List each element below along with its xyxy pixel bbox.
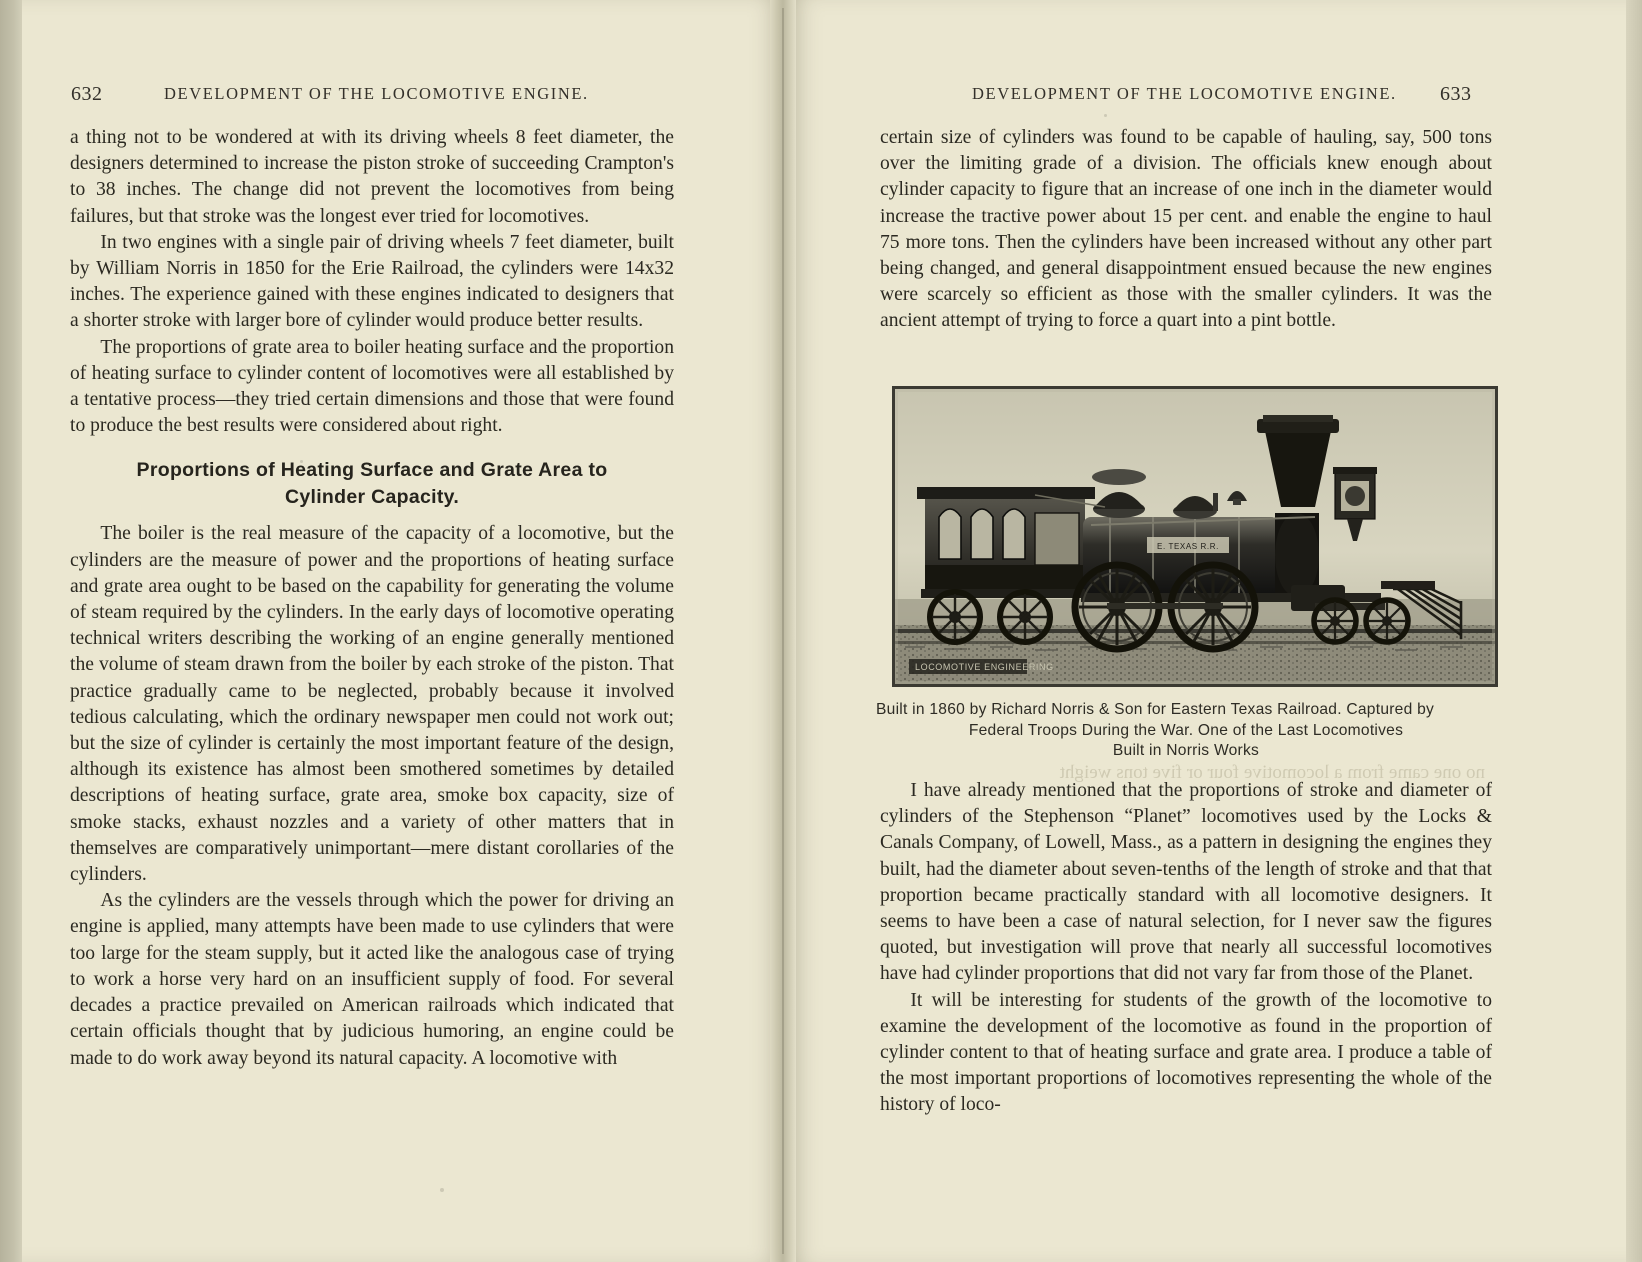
running-head-left: DEVELOPMENT OF THE LOCOMOTIVE ENGINE. [164,84,589,103]
caption-line-3: Built in Norris Works [1112,742,1260,759]
subheading-line-2: Cylinder Capacity. [284,486,460,509]
paragraph: The proportions of grate area to boiler heating surface and the proportion of heating surface to cylinder content of locomotives were all established by a tentative process—they tried certain dimensions and those that were found to produce the best results were considered about right. [70,336,674,437]
paragraph: It will be interesting for students of the growth of the locomotive to examine the development of the locomotive as found in the proportion of cylinder content to that of heating surface and grate area. I produce a table of the most important proportions of locomotives representing the whole of the history of loco- [880,989,1492,1116]
caption-line-2: Federal Troops During the War. One of the Last Locomotives [968,721,1404,739]
paper-speck [440,1188,444,1192]
right-page-text-bottom [880,778,1492,1119]
plate-signature-text: LOCOMOTIVE ENGINEERING [915,662,1054,672]
paper-speck [1104,114,1107,117]
engraving-image [895,389,1495,684]
section-subheading [70,457,674,511]
page-number-left: 632 [71,83,103,105]
paper-speck [300,460,303,463]
paragraph: I have already mentioned that the proportions of stroke and diameter of cylinders of the Stephenson “Planet” locomotives used by the Locks & Canals Company, of Lowell, Mass., as a pattern in designing the engines they built, had the diameter about seven-tenths of the length of stroke and that that proportion became practically standard with all locomotive designers. It seems to have been a case of natural selection, for I never saw the figures quoted, but investigation will prove that nearly all successful locomotives have had cylinder proportions that did not vary far from those of the Planet. [880,780,1492,985]
show-through-text: no one came from a locomotive four or five tons weight [1059,762,1485,783]
page-number-right: 633 [1440,83,1472,105]
right-page-text-top [880,125,1492,335]
left-page-text-column [70,125,674,1072]
paragraph: a thing not to be wondered at with its driving wheels 8 feet diameter, the designers determined to increase the piston stroke of succeeding Crampton's to 38 inches. The change did not prevent the locomotives from being failures, but that stroke was the longest ever tried for locomotives. [70,127,674,227]
paragraph: In two engines with a single pair of driving wheels 7 feet diameter, built by William Norris in 1850 for the Erie Railroad, the cylinders were 14x32 inches. The experience gained with these engines indicated to designers that a shorter stroke with larger bore of cylinder would produce better results. [70,231,674,332]
paragraph: The boiler is the real measure of the capacity of a locomotive, but the cylinders are the measure of power and the proportions of heating surface and grate area ought to be based on the capability for generating the volume of steam required by the cylinders. In the early days of locomotive operating technical writers describing the working of an engine generally mentioned the volume of steam drawn from the boiler by each stroke of the piston. That practice gradually came to be neglected, probably because it involved tedious calculating, which the ordinary newspaper men could not work out; but the size of cylinder is certainly the most important feature of the design, although its existence has almost been smothered sometimes by detailed descriptions of heating surface, grate area, smoke box capacity, size of smoke stacks, exhaust nozzles and a variety of other matters that in themselves are comparatively unimportant—mere distant corollaries of the cylinders. [70,523,674,886]
gutter-center-line [782,8,784,1254]
subheading-line-1: Proportions of Heating Surface and Grate Area to [136,459,608,482]
paragraph: As the cylinders are the vessels through which the power for driving an engine is applied, many attempts have been made to use cylinders that were too large for the steam supply, but it acted like the analogous case of trying to work a horse very hard on an insufficient supply of food. For several decades a practice prevailed on American railroads which indicated that certain officials thought that by judicious humoring, an engine could be made to do work away beyond its natural capacity. A locomotive with [70,890,674,1069]
svg-text:E. TEXAS R.R.: E. TEXAS R.R. [1157,542,1219,551]
paragraph: certain size of cylinders was found to be capable of hauling, say, 500 tons over the limiting grade of a division. The officials knew enough about cylinder capacity to figure that an increase of one inch in the diameter would increase the tractive power about 15 per cent. and enable the engine to haul 75 more tons. Then the cylinders have been increased without any other part being changed, and general disappointment ensued because the new engines were scarcely so efficient as those with the smaller cylinders. It was the ancient attempt of trying to force a quart into a pint bottle. [880,127,1492,332]
running-head-right: DEVELOPMENT OF THE LOCOMOTIVE ENGINE. [972,84,1397,103]
caption-line-1: Built in 1860 by Richard Norris & Son for Eastern Texas Railroad. Captured by [876,701,1435,718]
locomotive-illustration [895,389,1495,684]
figure-caption [876,700,1496,762]
locomotive-engraving-figure [892,386,1498,687]
